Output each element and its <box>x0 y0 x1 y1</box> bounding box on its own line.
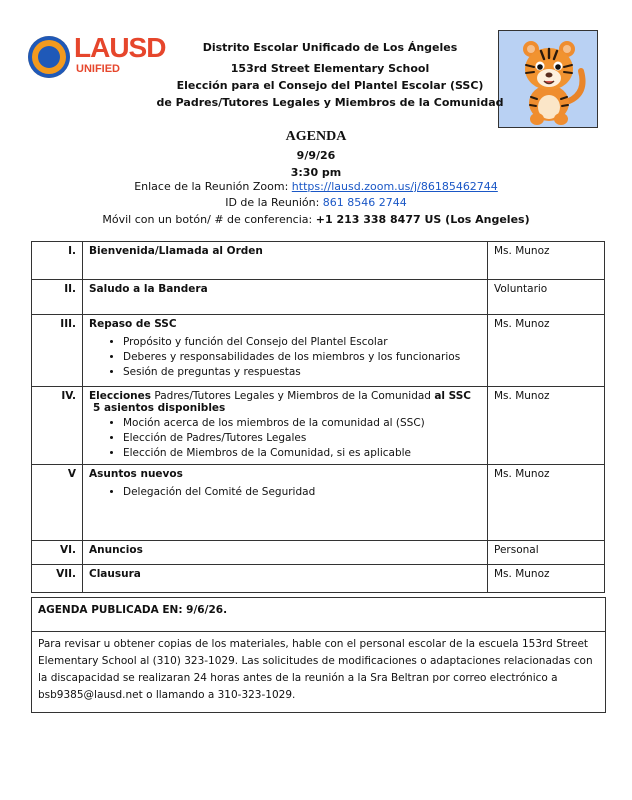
item-number: V <box>32 465 83 541</box>
list-item: • Elección de Miembros de la Comunidad, si es aplicable <box>123 446 481 461</box>
agenda-title: AGENDA <box>285 129 347 144</box>
logo-wordmark: LAUSD <box>74 32 166 63</box>
item-presenter: Ms. Munoz <box>488 242 605 280</box>
table-row <box>32 242 605 280</box>
item-bullet-list <box>89 335 481 380</box>
phone-label: Móvil con un botón/ # de conferencia: <box>102 213 313 226</box>
list-item: • Moción acerca de los miembros de la comunidad al (SSC) <box>123 416 481 431</box>
district-name: Distrito Escolar Unificado de Los Ángeles <box>202 41 458 54</box>
item-title: Anuncios <box>83 541 488 565</box>
item-title: Saludo a la Bandera <box>83 280 488 315</box>
item-bullet-list <box>89 485 481 500</box>
meeting-id-label: ID de la Reunión: <box>225 196 320 209</box>
item-title: Repaso de SSC <box>89 318 177 330</box>
item-bullet-list <box>89 416 481 461</box>
election-title: Elección para el Consejo del Plantel Escolar (SSC) <box>176 79 484 92</box>
item-number: II. <box>32 280 83 315</box>
zoom-link[interactable]: https://lausd.zoom.us/j/86185462744 <box>291 180 498 193</box>
meeting-id-line <box>0 196 632 210</box>
table-row <box>32 541 605 565</box>
item-presenter: Ms. Munoz <box>488 315 605 387</box>
item-number: I. <box>32 242 83 280</box>
item-cell <box>83 465 488 541</box>
zoom-line <box>0 180 632 194</box>
lausd-seal-icon <box>28 36 70 78</box>
item-title-bold-tail: al SSC <box>434 390 472 402</box>
item-presenter: Ms. Munoz <box>488 387 605 465</box>
table-row <box>32 465 605 541</box>
item-presenter: Voluntario <box>488 280 605 315</box>
table-row <box>32 565 605 593</box>
item-title: Bienvenida/Llamada al Orden <box>83 242 488 280</box>
published-date: AGENDA PUBLICADA EN: 9/6/26. <box>38 604 228 616</box>
divider <box>31 631 605 632</box>
list-item: • Delegación del Comité de Seguridad <box>123 485 481 500</box>
item-title-normal: Padres/Tutores Legales y Miembros de la Comunidad <box>151 390 435 402</box>
item-title: Clausura <box>83 565 488 593</box>
logo-subtitle: UNIFIED <box>76 63 120 75</box>
item-presenter: Ms. Munoz <box>488 565 605 593</box>
item-presenter: Personal <box>488 541 605 565</box>
table-row <box>32 280 605 315</box>
list-item: • Deberes y responsabilidades de los miembros y los funcionarios <box>123 350 481 365</box>
list-item: • Elección de Padres/Tutores Legales <box>123 431 481 446</box>
school-name: 153rd Street Elementary School <box>230 62 430 75</box>
phone-value: +1 213 338 8477 US (Los Angeles) <box>315 213 530 226</box>
list-item: • Sesión de preguntas y respuestas <box>123 365 481 380</box>
item-presenter: Ms. Munoz <box>488 465 605 541</box>
contact-notice: Para revisar u obtener copias de los materiales, hable con el personal escolar de la escuela 153rd Street Elementary School al (310) 323-1029. Las solicitudes de modificaciones o adaptaciones relacionadas con la discapacidad se realizaran 24 horas antes de la reunión a la Sra Beltran por correo electrónico a bsb9385@lausd.net o llamando a 310-323-1029. <box>38 638 593 701</box>
election-subtitle: de Padres/Tutores Legales y Miembros de la Comunidad <box>156 96 504 109</box>
meeting-time: 3:30 pm <box>290 166 342 179</box>
item-title-bold: Elecciones <box>89 390 152 402</box>
item-number: IV. <box>32 387 83 465</box>
item-number: III. <box>32 315 83 387</box>
list-item: • Propósito y función del Consejo del Plantel Escolar <box>123 335 481 350</box>
meeting-id-value[interactable]: 861 8546 2744 <box>322 196 407 209</box>
item-cell <box>83 387 488 465</box>
zoom-label: Enlace de la Reunión Zoom: <box>134 180 289 193</box>
phone-line <box>0 213 632 227</box>
item-title: Asuntos nuevos <box>89 468 183 480</box>
table-row <box>32 387 605 465</box>
item-number: VII. <box>32 565 83 593</box>
meeting-date: 9/9/26 <box>296 149 336 162</box>
item-cell <box>83 315 488 387</box>
table-row <box>32 315 605 387</box>
item-title <box>89 390 481 402</box>
item-subtitle: 5 asientos disponibles <box>93 402 226 414</box>
item-number: VI. <box>32 541 83 565</box>
agenda-table <box>31 241 605 593</box>
